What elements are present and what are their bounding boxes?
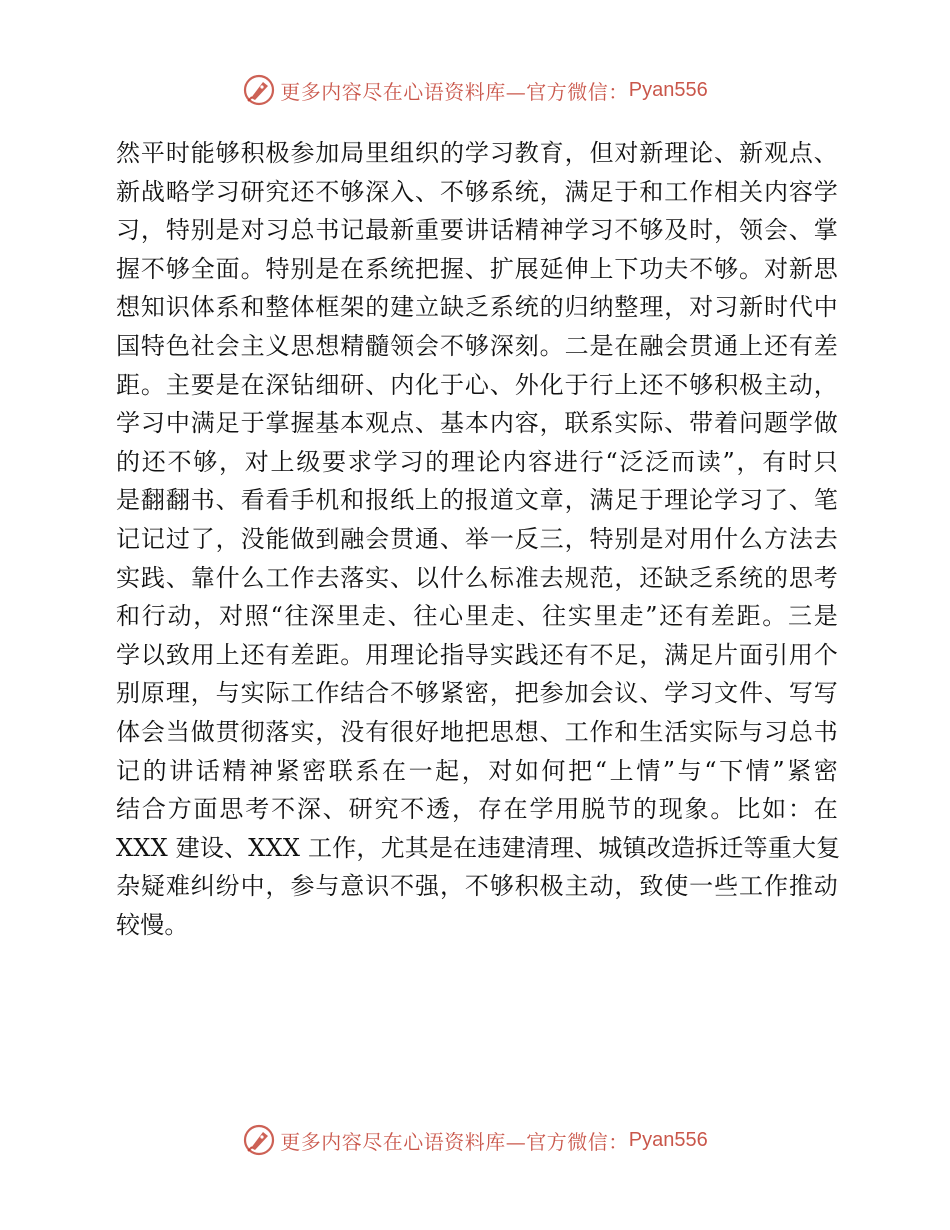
body-line: 杂疑难纠纷中，参与意识不强，不够积极主动，致使一些工作推动 [116, 872, 838, 901]
body-line: 国特色社会主义思想精髓领会不够深刻。二是在融会贯通上还有差 [116, 331, 838, 360]
body-line: XXX 建设、XXX 工作，尤其是在违建清理、城镇改造拆迁等重大复 [116, 833, 841, 862]
watermark-text: 更多内容尽在心语资料库—官方微信： [280, 1129, 629, 1154]
body-line: 习，特别是对习总书记最新重要讲话精神学习不够及时，领会、掌 [116, 216, 838, 245]
body-line: 距。主要是在深钻细研、内化于心、外化于行上还不够积极主动， [116, 370, 838, 399]
watermark-account: Pyan556 [628, 1128, 708, 1151]
body-line: 学习中满足于掌握基本观点、基本内容，联系实际、带着问题学做 [116, 409, 838, 438]
body-line: 的还不够，对上级要求学习的理论内容进行“泛泛而读”，有时只 [116, 447, 838, 476]
body-line: 记记过了，没能做到融会贯通、举一反三，特别是对用什么方法去 [116, 524, 838, 553]
body-line: 是翻翻书、看看手机和报纸上的报道文章，满足于理论学习了、笔 [116, 486, 838, 515]
body-line: 体会当做贯彻落实，没有很好地把思想、工作和生活实际与习总书 [116, 717, 838, 746]
body-line: 记的讲话精神紧密联系在一起，对如何把“上情”与“下情”紧密 [116, 756, 838, 785]
body-line: 然平时能够积极参加局里组织的学习教育，但对新理论、新观点、 [116, 139, 838, 167]
watermark-account: Pyan556 [628, 78, 708, 101]
footer-watermark [0, 1120, 950, 1160]
header-watermark [0, 70, 950, 110]
body-line: 别原理，与实际工作结合不够紧密，把参加会议、学习文件、写写 [116, 679, 838, 708]
document-body [116, 134, 841, 944]
body-line: 和行动，对照“往深里走、往心里走、往实里走”还有差距。三是 [116, 602, 838, 631]
body-line: 结合方面思考不深、研究不透，存在学用脱节的现象。比如：在 [116, 795, 838, 824]
pen-nib-logo-icon [242, 73, 276, 107]
body-line: 想知识体系和整体框架的建立缺乏系统的归纳整理，对习新时代中 [116, 293, 838, 322]
body-line: 学以致用上还有差距。用理论指导实践还有不足，满足片面引用个 [116, 640, 838, 669]
body-line: 新战略学习研究还不够深入、不够系统，满足于和工作相关内容学 [116, 177, 838, 206]
body-line: 握不够全面。特别是在系统把握、扩展延伸上下功夫不够。对新思 [116, 254, 838, 283]
pen-nib-logo-icon [242, 1123, 276, 1157]
watermark-text: 更多内容尽在心语资料库—官方微信： [280, 79, 629, 104]
body-line: 较慢。 [116, 910, 189, 939]
body-line: 实践、靠什么工作去落实、以什么标准去规范，还缺乏系统的思考 [116, 563, 838, 592]
